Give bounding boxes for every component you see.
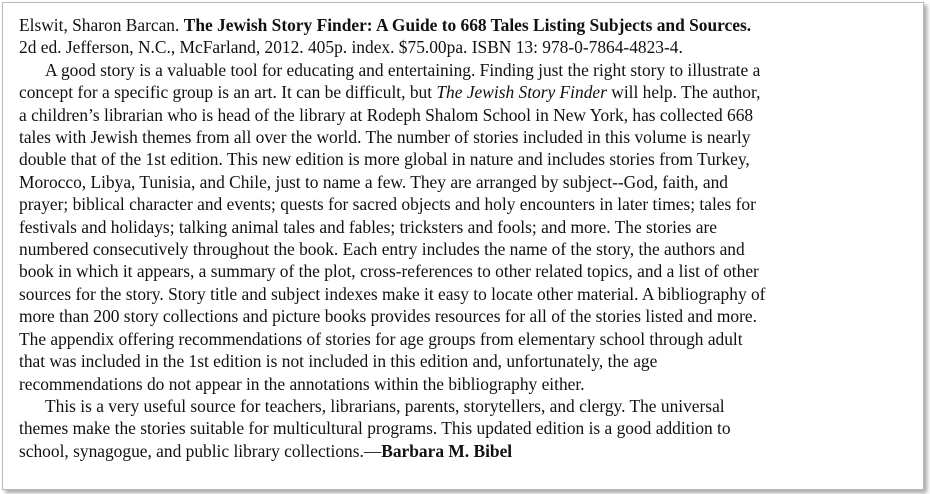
paragraph-1-line-7: prayer; biblical character and events; quests for sacred objects and holy encounters in later times; tales for <box>19 194 756 215</box>
review-frame <box>2 2 924 490</box>
paragraph-2-line-2: themes make the stories suitable for multicultural programs. This updated edition is a good addition to <box>19 418 731 439</box>
paragraph-1-line-2 <box>19 81 915 103</box>
paragraph-1-line-6: Morocco, Libya, Tunisia, and Chile, just to name a few. They are arranged by subject--God, faith, and <box>19 171 728 192</box>
paragraph-1-line-12: more than 200 story collections and picture books provides resources for all of the stories listed and more. <box>19 306 757 327</box>
paragraph-1-line-14: that was included in the 1st edition is not included in this edition and, unfortunately, the age <box>19 351 658 372</box>
paragraph-1-line-4: tales with Jewish themes from all over the world. The number of stories included in this volume is nearly <box>19 127 751 148</box>
citation-publication: 2d ed. Jefferson, N.C., McFarland, 2012. 405p. index. $75.00pa. ISBN 13: 978-0-7864-4823-4. <box>19 37 683 58</box>
paragraph-1-line-5: double that of the 1st edition. This new edition is more global in nature and includes stories from Turkey, <box>19 149 750 170</box>
book-title-italic: The Jewish Story Finder <box>436 82 607 103</box>
paragraph-2-text: school, synagogue, and public library collections.— <box>19 440 382 461</box>
paragraph-1-line-9: numbered consecutively throughout the book. Each entry includes the name of the story, the authors and <box>19 239 745 260</box>
book-review <box>19 14 915 462</box>
reviewer-name: Barbara M. Bibel <box>381 440 513 461</box>
paragraph-2-line-1: This is a very useful source for teachers, librarians, parents, storytellers, and clergy. The universal <box>45 395 725 416</box>
paragraph-1-line-10: book in which it appears, a summary of the plot, cross-references to other related topics, and a list of other <box>19 261 759 282</box>
paragraph-1-line-13: The appendix offering recommendations of stories for age groups from elementary school through adult <box>19 328 743 349</box>
paragraph-1-line-8: festivals and holidays; talking animal tales and fables; tricksters and fools; and more. The stories are <box>19 216 718 237</box>
paragraph-1-text: will help. The author, <box>606 82 761 103</box>
paragraph-1-line-3: a children’s librarian who is head of the library at Rodeph Shalom School in New York, has collected 668 <box>19 104 754 125</box>
citation-author: Elswit, Sharon Barcan. <box>19 15 180 35</box>
paragraph-1-line-11: sources for the story. Story title and subject indexes make it easy to locate other material. A bibliography of <box>19 283 766 304</box>
paragraph-1-line-15: recommendations do not appear in the annotations within the bibliography either. <box>19 373 585 394</box>
citation-line-1 <box>19 14 915 36</box>
paragraph-1-text: concept for a specific group is an art. It can be difficult, but <box>19 82 437 103</box>
paragraph-1-line-1: A good story is a valuable tool for educating and entertaining. Finding just the right story to illustrate a <box>45 59 761 80</box>
citation-title: The Jewish Story Finder: A Guide to 668 Tales Listing Subjects and Sources. <box>183 15 752 35</box>
paragraph-2-line-3 <box>19 440 915 462</box>
